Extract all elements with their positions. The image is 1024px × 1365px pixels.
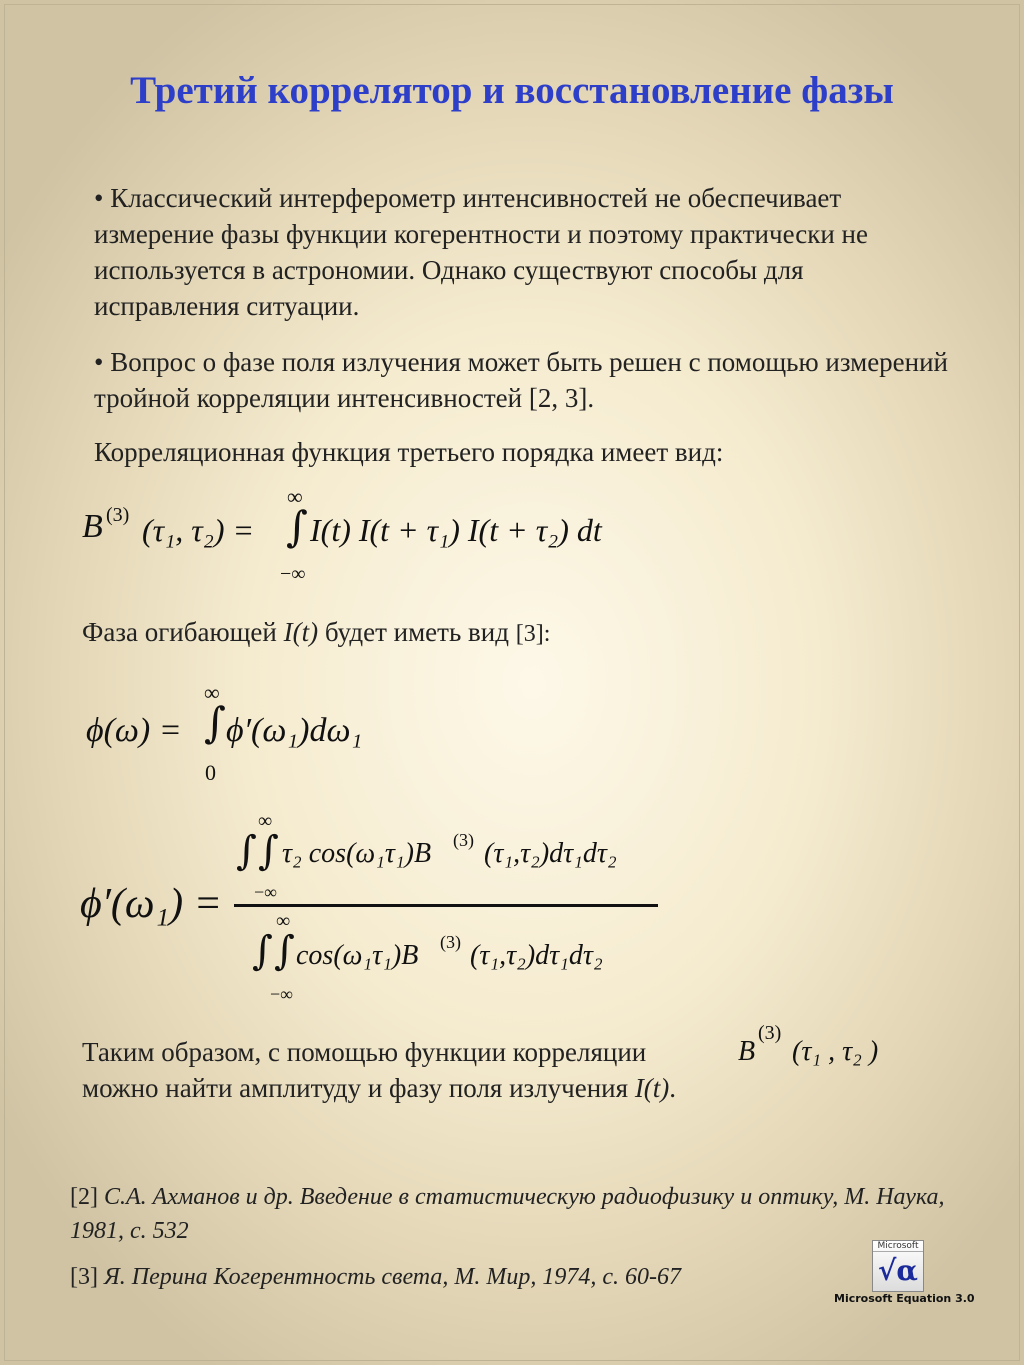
formula3-num-upper: ∞ bbox=[258, 810, 273, 832]
phase-intro-ref: [3]: bbox=[515, 621, 551, 647]
formula2-integrand: ϕ′(ω₁)dω₁ bbox=[226, 712, 363, 749]
formula1-args: (τ₁, τ₂) = bbox=[142, 512, 255, 548]
correlation-intro: Корреляционная функция третьего порядка имеет вид: bbox=[94, 437, 724, 467]
logo-top-text: Microsoft bbox=[873, 1241, 923, 1252]
bullet-2: • Вопрос о фазе поля излучения может быть решен с помощью измерений тройной корреляции интенсивностей [2, 3]. bbox=[94, 347, 949, 413]
conclusion-line1: Таким образом, с помощью функции корреляции bbox=[82, 1037, 647, 1067]
sqrt-alpha-icon: √α bbox=[878, 1254, 918, 1287]
formula3-den-tail: (τ₁,τ₂)dτ₁dτ₂ bbox=[470, 940, 603, 971]
formula1-sup: (3) bbox=[106, 504, 130, 526]
formula2-lhs: ϕ(ω) = bbox=[86, 712, 182, 749]
reference-2-num: [2] bbox=[70, 1184, 104, 1210]
conclusion-b-sup: (3) bbox=[758, 1022, 782, 1044]
logo-caption: Microsoft Equation 3.0 bbox=[834, 1292, 975, 1305]
conclusion-b-args: (τ₁ , τ₂ ) bbox=[792, 1036, 879, 1067]
formula3-den-sup: (3) bbox=[440, 932, 461, 952]
conclusion-end: . bbox=[669, 1073, 677, 1103]
formula3-numerator: τ₂ cos(ω₁τ₁)B bbox=[282, 838, 432, 869]
formula3-num-tail: (τ₁,τ₂)dτ₁dτ₂ bbox=[484, 838, 617, 869]
formula3-num-lower: −∞ bbox=[254, 882, 277, 902]
conclusion-line2-wrap bbox=[82, 1070, 962, 1106]
formula3-den-upper: ∞ bbox=[276, 910, 291, 932]
conclusion-var: I(t) bbox=[634, 1073, 670, 1103]
conclusion-b: B bbox=[738, 1036, 756, 1067]
formula3-lhs: ϕ′(ω₁) = bbox=[80, 881, 222, 927]
reference-3-text: Я. Перина Когерентность света, М. Мир, 1974, с. 60-67 bbox=[103, 1264, 682, 1290]
formula3-denominator: cos(ω₁τ₁)B bbox=[296, 940, 419, 971]
integral-sign: ∫ bbox=[258, 828, 279, 874]
slide-title: Третий коррелятор и восстановление фазы bbox=[130, 69, 894, 112]
phase-intro bbox=[82, 614, 942, 652]
phase-intro-var: I(t) bbox=[283, 617, 319, 647]
integral-sign: ∫ bbox=[252, 928, 273, 974]
fraction-bar bbox=[234, 904, 658, 907]
phase-intro-before: Фаза огибающей bbox=[82, 617, 284, 647]
formula3-num-sup: (3) bbox=[453, 830, 474, 850]
conclusion-line2: можно найти амплитуду и фазу поля излучения bbox=[82, 1073, 635, 1103]
reference-3 bbox=[70, 1260, 970, 1294]
formula1-upper: ∞ bbox=[287, 484, 303, 509]
formula1-lower: −∞ bbox=[280, 563, 306, 585]
formula3-den-lower: −∞ bbox=[270, 984, 293, 1004]
integral-sign: ∫ bbox=[236, 828, 257, 874]
integral-sign: ∫ bbox=[286, 502, 308, 551]
formula1-integrand: I(t) I(t + τ₁) I(t + τ₂) dt bbox=[310, 512, 602, 548]
equation-editor-icon[interactable] bbox=[872, 1240, 924, 1292]
phase-intro-after: будет иметь вид bbox=[318, 617, 516, 647]
bullet-1: • Классический интерферометр интенсивностей не обеспечивает измерение фазы функции когерентности и поэтому практически не используется в астрономии. Однако существуют способы для исправления ситуации. bbox=[94, 183, 868, 321]
formula2-upper: ∞ bbox=[204, 680, 220, 705]
reference-3-num: [3] bbox=[70, 1264, 104, 1290]
formula2-lower: 0 bbox=[205, 760, 216, 785]
integral-sign: ∫ bbox=[274, 928, 295, 974]
formula1-lhs: B bbox=[82, 508, 103, 545]
reference-2-text: С.А. Ахманов и др. Введение в статистическую радиофизику и оптику, М. Наука, 1981, с. 532 bbox=[70, 1184, 945, 1244]
integral-sign: ∫ bbox=[204, 698, 226, 747]
reference-2 bbox=[70, 1180, 970, 1248]
